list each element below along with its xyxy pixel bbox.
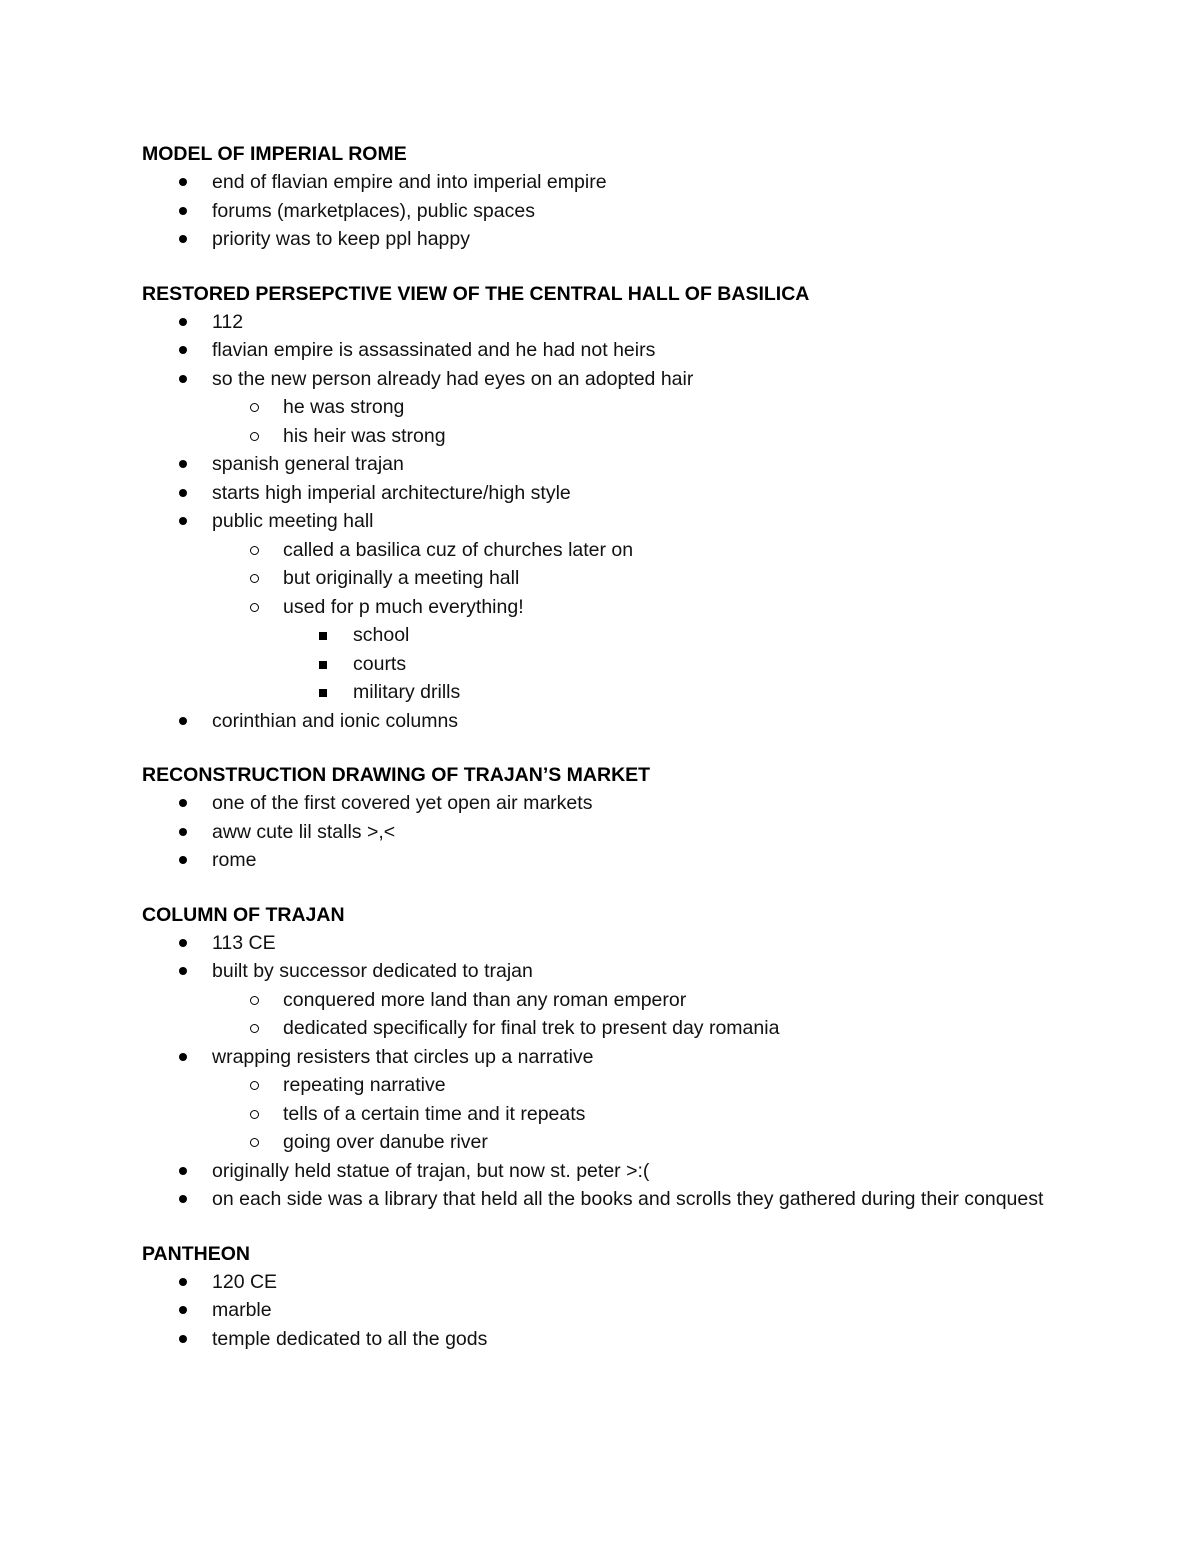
list-item <box>142 1043 1062 1072</box>
filled-circle-bullet-icon <box>179 1053 187 1061</box>
list-item <box>142 225 1062 254</box>
list-item-text: priority was to keep ppl happy <box>212 228 470 250</box>
list-item-text: dedicated specifically for final trek to present day romania <box>283 1017 780 1039</box>
filled-circle-bullet-icon <box>179 1195 187 1203</box>
filled-circle-bullet-icon <box>179 799 187 807</box>
list-item <box>142 789 1062 818</box>
filled-circle-bullet-icon <box>179 1306 187 1314</box>
list-item-text: starts high imperial architecture/high style <box>212 481 571 504</box>
list-item-text: wrapping resisters that circles up a narrative <box>212 1045 594 1068</box>
list-item <box>142 1128 1062 1157</box>
hollow-circle-bullet-icon <box>250 1110 259 1119</box>
list-item-text: courts <box>353 652 407 675</box>
list-item <box>142 1071 1062 1100</box>
square-bullet-icon <box>319 632 327 640</box>
list-item-text: flavian empire is assassinated and he had not heirs <box>212 339 656 361</box>
section-heading: PANTHEON <box>142 1242 250 1265</box>
hollow-circle-bullet-icon <box>250 603 259 612</box>
filled-circle-bullet-icon <box>179 517 187 525</box>
list-item <box>142 593 1062 622</box>
list-item <box>142 365 1062 394</box>
list-item-text: temple dedicated to all the gods <box>212 1327 488 1350</box>
list-item-text: rome <box>212 849 257 871</box>
list-item-text: his heir was strong <box>283 424 446 447</box>
list-item-text: 113 CE <box>212 931 276 954</box>
list-item <box>142 422 1062 451</box>
list-item-text: called a basilica cuz of churches later on <box>283 538 634 561</box>
list-item-text: military drills <box>353 681 461 703</box>
filled-circle-bullet-icon <box>179 828 187 836</box>
list-item-text: so the new person already had eyes on an adopted hair <box>212 367 694 390</box>
note-section <box>142 280 1062 736</box>
list-item <box>142 929 1062 958</box>
list-item-text: going over danube river <box>283 1131 488 1153</box>
list-item-text: aww cute lil stalls >,< <box>212 820 396 843</box>
list-item <box>142 507 1062 536</box>
filled-circle-bullet-icon <box>179 717 187 725</box>
filled-circle-bullet-icon <box>179 207 187 215</box>
hollow-circle-bullet-icon <box>250 432 259 441</box>
list-item <box>142 1100 1062 1129</box>
filled-circle-bullet-icon <box>179 489 187 497</box>
list-item-text: used for p much everything! <box>283 595 524 618</box>
list-item-text: public meeting hall <box>212 510 374 532</box>
section-heading: COLUMN OF TRAJAN <box>142 903 345 926</box>
list-item <box>142 479 1062 508</box>
list-item-text: repeating narrative <box>283 1074 446 1096</box>
square-bullet-icon <box>319 661 327 669</box>
list-item-text: school <box>353 624 410 646</box>
list-item <box>142 308 1062 337</box>
filled-circle-bullet-icon <box>179 235 187 243</box>
filled-circle-bullet-icon <box>179 1167 187 1175</box>
list-item <box>142 621 1062 650</box>
list-item <box>142 986 1062 1015</box>
list-item <box>142 1325 1062 1354</box>
hollow-circle-bullet-icon <box>250 1138 259 1147</box>
list-item-text: marble <box>212 1299 272 1321</box>
hollow-circle-bullet-icon <box>250 1081 259 1090</box>
filled-circle-bullet-icon <box>179 375 187 383</box>
list-item <box>142 1268 1062 1297</box>
list-item-text: on each side was a library that held all the books and scrolls they gathered during their conquest <box>212 1188 1044 1210</box>
list-item <box>142 846 1062 875</box>
list-item-text: tells of a certain time and it repeats <box>283 1102 586 1125</box>
list-item-text: but originally a meeting hall <box>283 567 520 589</box>
filled-circle-bullet-icon <box>179 460 187 468</box>
filled-circle-bullet-icon <box>179 346 187 354</box>
filled-circle-bullet-icon <box>179 1278 187 1286</box>
document-page <box>142 140 1062 1379</box>
list-item <box>142 564 1062 593</box>
note-section <box>142 1240 1062 1354</box>
section-heading: MODEL OF IMPERIAL ROME <box>142 143 407 165</box>
filled-circle-bullet-icon <box>179 939 187 947</box>
filled-circle-bullet-icon <box>179 967 187 975</box>
list-item-text: built by successor dedicated to trajan <box>212 960 533 982</box>
list-item-text: spanish general trajan <box>212 453 404 475</box>
list-item <box>142 678 1062 707</box>
square-bullet-icon <box>319 689 327 697</box>
section-heading: RESTORED PERSEPCTIVE VIEW OF THE CENTRAL HALL OF BASILICA <box>142 282 810 305</box>
note-section <box>142 761 1062 875</box>
list-item <box>142 197 1062 226</box>
list-item <box>142 168 1062 197</box>
hollow-circle-bullet-icon <box>250 574 259 583</box>
list-item <box>142 1157 1062 1186</box>
list-item <box>142 336 1062 365</box>
filled-circle-bullet-icon <box>179 1335 187 1343</box>
list-item-text: one of the first covered yet open air markets <box>212 792 593 814</box>
list-item <box>142 650 1062 679</box>
list-item <box>142 1296 1062 1325</box>
list-item <box>142 450 1062 479</box>
list-item <box>142 536 1062 565</box>
list-item <box>142 707 1062 736</box>
list-item-text: conquered more land than any roman emperor <box>283 988 687 1011</box>
list-item-text: originally held statue of trajan, but now st. peter >:( <box>212 1159 650 1182</box>
filled-circle-bullet-icon <box>179 178 187 186</box>
list-item-text: he was strong <box>283 396 405 418</box>
filled-circle-bullet-icon <box>179 856 187 864</box>
hollow-circle-bullet-icon <box>250 546 259 555</box>
list-item-text: forums (marketplaces), public spaces <box>212 199 535 222</box>
list-item-text: 120 CE <box>212 1270 278 1293</box>
section-heading: RECONSTRUCTION DRAWING OF TRAJAN’S MARKET <box>142 764 651 786</box>
list-item <box>142 393 1062 422</box>
list-item-text: end of flavian empire and into imperial empire <box>212 171 607 193</box>
list-item <box>142 957 1062 986</box>
list-item <box>142 1014 1062 1043</box>
list-item-text: 112 <box>212 310 244 333</box>
hollow-circle-bullet-icon <box>250 996 259 1005</box>
hollow-circle-bullet-icon <box>250 1024 259 1033</box>
list-item <box>142 818 1062 847</box>
list-item-text: corinthian and ionic columns <box>212 709 459 732</box>
note-section <box>142 140 1062 254</box>
list-item <box>142 1185 1062 1214</box>
hollow-circle-bullet-icon <box>250 403 259 412</box>
filled-circle-bullet-icon <box>179 318 187 326</box>
note-section <box>142 901 1062 1214</box>
